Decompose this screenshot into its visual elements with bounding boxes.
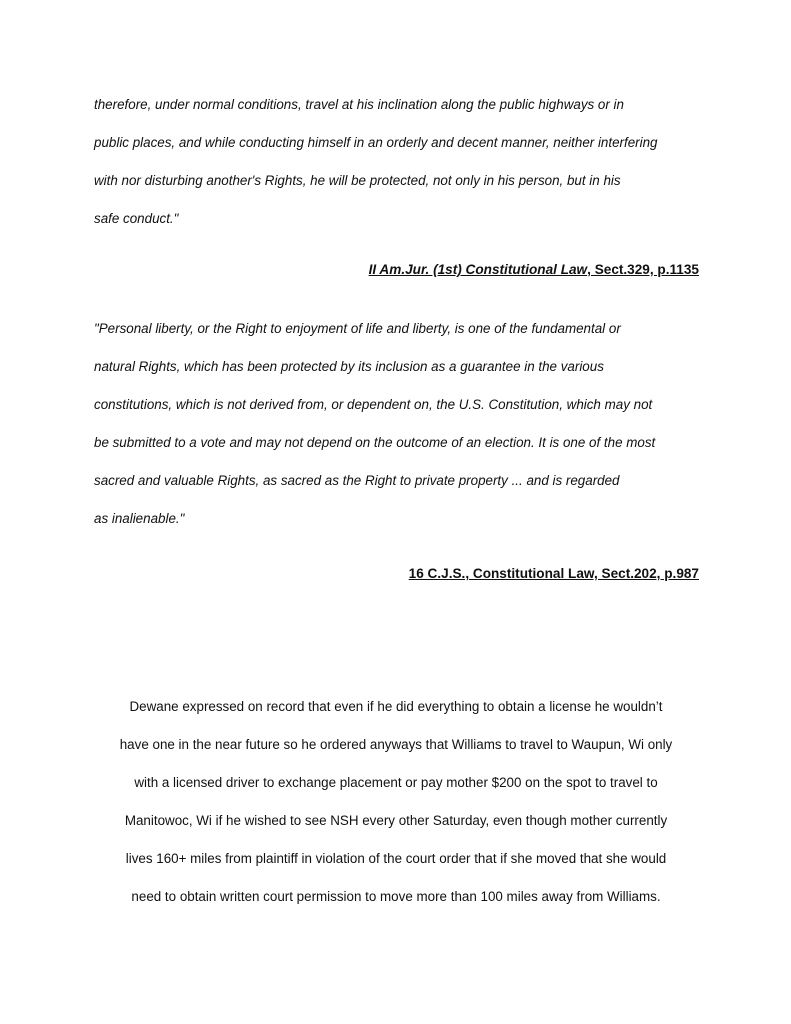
quote-am-jur: [94, 86, 704, 238]
quote-line: natural Rights, which has been protected by its inclusion as a guarantee in the various: [94, 359, 604, 374]
body-paragraph: [80, 688, 712, 916]
quote-line: therefore, under normal conditions, travel at his inclination along the public highways or in: [94, 97, 624, 112]
quote-line: "Personal liberty, or the Right to enjoyment of life and liberty, is one of the fundamental or: [94, 321, 621, 336]
quote-line: be submitted to a vote and may not depend on the outcome of an election. It is one of the most: [94, 435, 656, 450]
paragraph-line: have one in the near future so he ordered anyways that Williams to travel to Waupun, Wi only: [119, 737, 673, 752]
quote-line: sacred and valuable Rights, as sacred as the Right to private property ... and is regarded: [94, 473, 620, 488]
quote-line: public places, and while conducting himself in an orderly and decent manner, neither interfering: [94, 135, 658, 150]
paragraph-line: Manitowoc, Wi if he wished to see NSH every other Saturday, even though mother currently: [124, 813, 668, 828]
citation-cjs: [409, 566, 699, 581]
quote-line: safe conduct.": [94, 211, 179, 226]
citation-title: II Am.Jur. (1st) Constitutional Law: [368, 262, 588, 277]
paragraph-line: lives 160+ miles from plaintiff in violation of the court order that if she moved that she would: [125, 851, 667, 866]
paragraph-line: need to obtain written court permission to move more than 100 miles away from Williams.: [131, 889, 661, 904]
citation-text: 16 C.J.S., Constitutional Law, Sect.202, p.987: [408, 566, 699, 581]
quote-personal-liberty: [94, 310, 704, 538]
citation-am-jur: [369, 262, 699, 277]
paragraph-line: Dewane expressed on record that even if he did everything to obtain a license he wouldn’t: [129, 699, 663, 714]
citation-section: , Sect.329, p.1135: [587, 262, 699, 277]
quote-line: with nor disturbing another's Rights, he will be protected, not only in his person, but in his: [94, 173, 621, 188]
quote-line: constitutions, which is not derived from, or dependent on, the U.S. Constitution, which may not: [94, 397, 653, 412]
quote-line: as inalienable.": [94, 511, 185, 526]
paragraph-line: with a licensed driver to exchange placement or pay mother $200 on the spot to travel to: [134, 775, 658, 790]
